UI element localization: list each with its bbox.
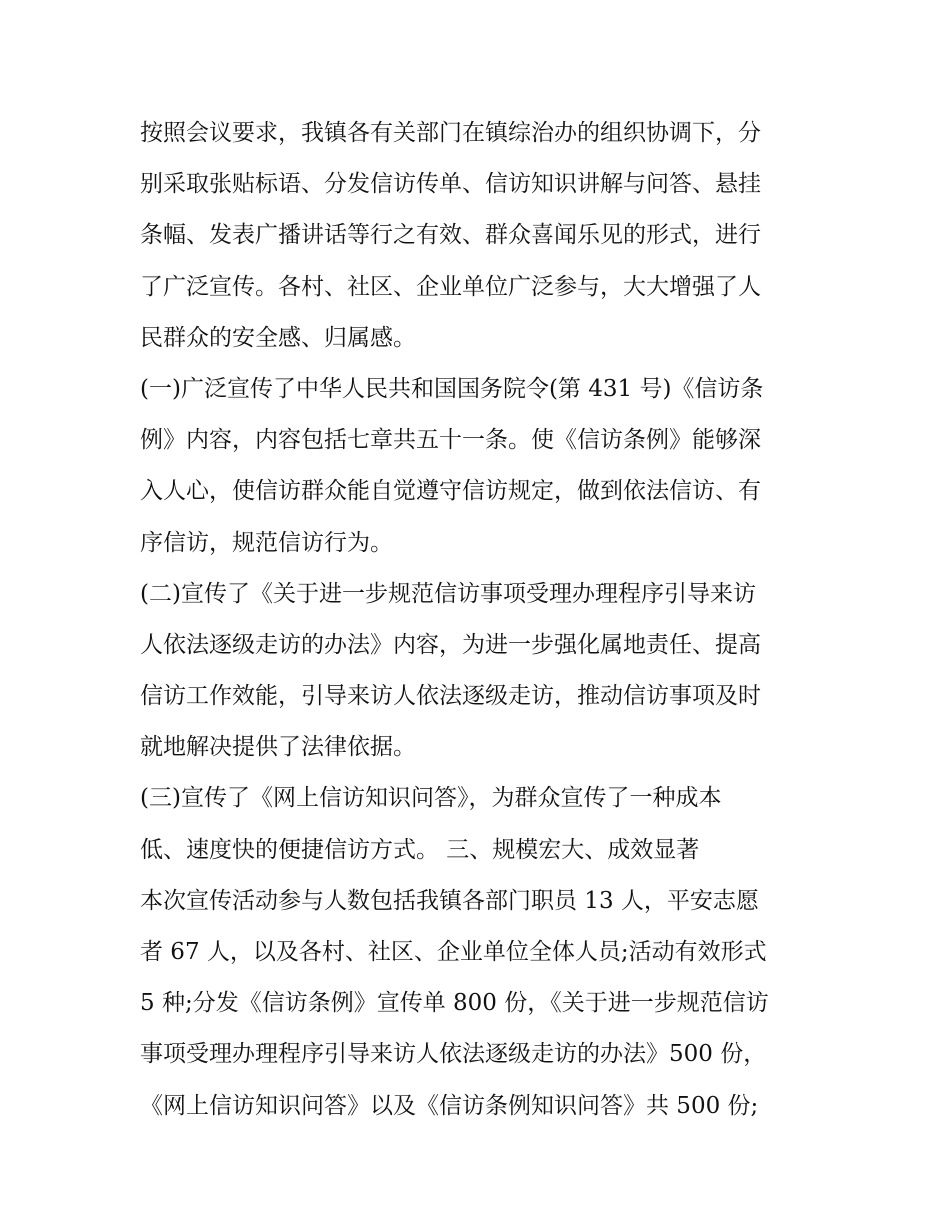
text-line: 例》内容，内容包括七章共五十一条。使《信访条例》能够深 [140,427,761,454]
text-line: 按照会议要求，我镇各有关部门在镇综治办的组织协调下，分 [140,120,761,146]
text-line: 者 67 人，以及各村、社区、企业单位全体人员;活动有效形式 [140,939,767,965]
text-line: 信访工作效能，引导来访人依法逐级走访，推动信访事项及时 [140,683,761,710]
text-line: 人依法逐级走访的办法》内容，为进一步强化属地责任、提高 [140,631,761,658]
text-line: 民群众的安全感、归属感。 [140,324,416,351]
text-line: 入人心，使信访群众能自觉遵守信访规定，做到依法信访、有 [140,478,761,505]
text-line: 本次宣传活动参与人数包括我镇各部门职员 13 人，平安志愿 [140,887,759,914]
text-line: 条幅、发表广播讲话等行之有效、群众喜闻乐见的形式，进行 [140,222,761,249]
text-line: 别采取张贴标语、分发信访传单、信访知识讲解与问答、悬挂 [140,171,761,198]
text-line: 了广泛宣传。各村、社区、企业单位广泛参与，大大增强了人 [140,273,761,300]
text-line: (一)广泛宣传了中华人民共和国国务院令(第 431 号)《信访条 [140,375,764,402]
text-line: (二)宣传了《关于进一步规范信访事项受理办理程序引导来访 [140,580,756,607]
text-line: 就地解决提供了法律依据。 [140,734,416,761]
document-body [140,108,830,1132]
text-line: (三)宣传了《网上信访知识问答》，为群众宣传了一种成本 [140,785,722,812]
text-line: 低、速度快的便捷信访方式。 三、规模宏大、成效显著 [140,836,700,863]
text-line: 5 种;分发《信访条例》宣传单 800 份，《关于进一步规范信访 [140,990,769,1017]
text-line: 序信访，规范信访行为。 [140,529,393,556]
text-line: 事项受理办理程序引导来访人依法逐级走访的办法》500 份， [140,1041,767,1068]
text-line: 《网上信访知识问答》以及《信访条例知识问答》共 500 份; [140,1092,759,1119]
